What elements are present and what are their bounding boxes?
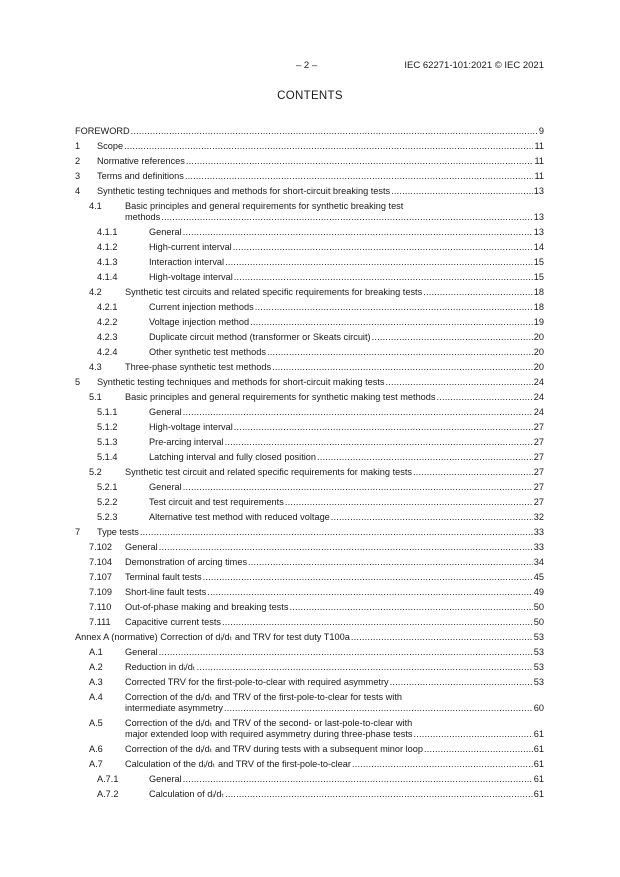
- page-header: [0, 60, 620, 74]
- document-reference: IEC 62271-101:2021 © IEC 2021: [404, 60, 544, 71]
- toc-entry-title: High-voltage interval: [149, 272, 233, 282]
- toc-entry[interactable]: [0, 645, 620, 660]
- toc-entry[interactable]: [0, 510, 620, 525]
- toc-entry[interactable]: [0, 360, 620, 375]
- toc-entry[interactable]: [0, 465, 620, 480]
- toc-entry-title: High-current interval: [149, 242, 232, 252]
- toc-entry-page: 34: [533, 557, 544, 567]
- dot-leader: [372, 332, 533, 343]
- toc-entry-title: General: [149, 407, 182, 417]
- dot-leader: [386, 377, 533, 388]
- toc-entry[interactable]: [0, 480, 620, 495]
- toc-entry-title: Synthetic testing techniques and methods for short-circuit making tests: [97, 377, 385, 387]
- toc-entry-number: A.5: [89, 718, 103, 728]
- toc-entry-number: A.1: [89, 647, 103, 657]
- toc-entry-line: [149, 482, 544, 493]
- toc-entry[interactable]: [0, 330, 620, 345]
- toc-entry-title: Corrected TRV for the first-pole-to-clear with required asymmetry: [125, 677, 389, 687]
- toc-entry-line: [125, 617, 544, 628]
- toc-entry-number: 5.1.4: [97, 452, 118, 462]
- dot-leader: [207, 587, 533, 598]
- toc-entry[interactable]: [0, 716, 620, 742]
- toc-entry-page: 61: [533, 759, 544, 769]
- toc-entry-line: [125, 572, 544, 583]
- toc-entry-page: 15: [533, 257, 544, 267]
- toc-entry-line: [125, 392, 544, 403]
- toc-entry-title: Out-of-phase making and breaking tests: [125, 602, 289, 612]
- toc-entry-page: 27: [533, 422, 544, 432]
- toc-entry-page: 24: [533, 407, 544, 417]
- toc-entry[interactable]: [0, 555, 620, 570]
- toc-entry-line: [125, 647, 544, 658]
- toc-entry-number: 3: [75, 171, 81, 181]
- toc-entry-title-line1: Correction of the dᵢ/dₜ and TRV of the first-pole-to-clear for tests with: [125, 692, 403, 702]
- toc-entry-number: 4.2.1: [97, 302, 118, 312]
- dot-leader: [234, 272, 533, 283]
- dot-leader: [233, 242, 533, 253]
- toc-entry-line: [149, 512, 544, 523]
- toc-entry-title: Correction of the dᵢ/dₜ and TRV during tests with a subsequent minor loop: [125, 744, 423, 754]
- toc-entry-number: A.7: [89, 759, 103, 769]
- toc-entry-number: 7.107: [89, 572, 112, 582]
- toc-entry-page: 33: [533, 542, 544, 552]
- toc-entry-number: 7.104: [89, 557, 112, 567]
- dot-leader: [331, 512, 533, 523]
- toc-entry-title: Terminal fault tests: [125, 572, 202, 582]
- toc-entry[interactable]: [0, 184, 620, 199]
- toc-entry-title: Calculation of the dᵢ/dₜ and TRV of the first-pole-to-clear: [125, 759, 351, 769]
- toc-entry-title: methods: [125, 212, 161, 222]
- toc-entry-page: 11: [534, 141, 544, 151]
- toc-entry-page: 27: [533, 452, 544, 462]
- dot-leader: [352, 759, 533, 770]
- toc-entry-line: [149, 789, 544, 800]
- dot-leader: [161, 212, 533, 223]
- toc-entry[interactable]: [0, 600, 620, 615]
- toc-entry-title: Synthetic test circuits and related specific requirements for breaking tests: [125, 287, 423, 297]
- toc-entry-number: 7.111: [89, 617, 111, 627]
- toc-entry-line: [149, 774, 544, 785]
- dot-leader: [437, 392, 533, 403]
- toc-entry-title: Annex A (normative) Correction of dᵢ/dₜ and TRV for test duty T100a: [75, 632, 350, 642]
- toc-entry-line: [149, 452, 544, 463]
- toc-entry-line: [125, 587, 544, 598]
- toc-entry-number: 4.2: [89, 287, 102, 297]
- toc-entry[interactable]: [0, 495, 620, 510]
- toc-entry[interactable]: [0, 199, 620, 225]
- toc-entry[interactable]: [0, 405, 620, 420]
- toc-entry-number: 4.1.2: [97, 242, 118, 252]
- toc-entry-number: 7.110: [89, 602, 112, 612]
- toc-entry-number: 5.1.3: [97, 437, 118, 447]
- toc-entry[interactable]: [0, 300, 620, 315]
- dot-leader: [183, 227, 533, 238]
- toc-entry-line: [125, 662, 544, 673]
- dot-leader: [423, 287, 533, 298]
- dot-leader: [203, 572, 533, 583]
- toc-entry-number: 4.1.1: [97, 227, 118, 237]
- dot-leader: [183, 407, 533, 418]
- toc-entry-title: Scope: [97, 141, 124, 151]
- toc-entry-number: 4.2.3: [97, 332, 118, 342]
- toc-entry-line: [149, 302, 544, 313]
- toc-entry-number: 5: [75, 377, 81, 387]
- toc-entry[interactable]: [0, 345, 620, 360]
- dot-leader: [225, 789, 533, 800]
- dot-leader: [351, 632, 533, 643]
- toc-entry-number: 7.102: [89, 542, 112, 552]
- toc-entry[interactable]: [0, 585, 620, 600]
- toc-entry-line: [125, 362, 544, 373]
- toc-entry[interactable]: [0, 757, 620, 772]
- toc-entry-number: 4.2.4: [97, 347, 118, 357]
- toc-entry-page: 9: [538, 126, 544, 136]
- toc-entry[interactable]: [0, 525, 620, 540]
- toc-entry-line: [125, 759, 544, 770]
- toc-entry-number: A.6: [89, 744, 103, 754]
- dot-leader: [289, 602, 532, 613]
- toc-entry-line: [149, 257, 544, 268]
- toc-entry[interactable]: [0, 270, 620, 285]
- toc-entry-line: [75, 126, 544, 137]
- dot-leader: [248, 557, 533, 568]
- dot-leader: [267, 347, 533, 358]
- toc-entry-title: Other synthetic test methods: [149, 347, 266, 357]
- toc-entry-line: [97, 186, 544, 197]
- toc-entry-page: 45: [533, 572, 544, 582]
- toc-entry-number: 5.1.1: [97, 407, 118, 417]
- toc-entry-line: [125, 287, 544, 298]
- toc-entry-page: 11: [534, 171, 544, 181]
- toc-entry-title: Basic principles and general requirements for synthetic making test methods: [125, 392, 436, 402]
- toc-entry[interactable]: [0, 742, 620, 757]
- dot-leader: [255, 302, 533, 313]
- dot-leader: [159, 542, 533, 553]
- toc-entry-page: 14: [533, 242, 544, 252]
- toc-entry-number: 4.1: [89, 201, 102, 211]
- toc-entry[interactable]: [0, 285, 620, 300]
- toc-entry-line: [125, 729, 544, 740]
- toc-entry-page: 20: [533, 332, 544, 342]
- toc-entry[interactable]: [0, 660, 620, 675]
- toc-entry-title: FOREWORD: [75, 126, 130, 136]
- toc-entry[interactable]: [0, 570, 620, 585]
- toc-entry-page: 27: [533, 482, 544, 492]
- toc-entry-title: Three-phase synthetic test methods: [125, 362, 272, 372]
- toc-entry-number: A.3: [89, 677, 103, 687]
- toc-entry-number: 4.1.4: [97, 272, 118, 282]
- toc-entry-line: [125, 557, 544, 568]
- toc-entry-title: Voltage injection method: [149, 317, 250, 327]
- toc-entry-page: 18: [533, 287, 544, 297]
- toc-entry[interactable]: [0, 787, 620, 802]
- toc-entry-title: General: [125, 647, 158, 657]
- toc-entry-title: Current injection methods: [149, 302, 254, 312]
- dot-leader: [272, 362, 533, 373]
- toc-entry-title: Test circuit and test requirements: [149, 497, 284, 507]
- toc-entry-page: 18: [533, 302, 544, 312]
- toc-entry-line: [125, 212, 544, 223]
- toc-entry-line: [97, 527, 544, 538]
- toc-entry-page: 13: [533, 186, 544, 196]
- toc-entry-number: A.7.2: [97, 789, 119, 799]
- toc-entry-page: 50: [533, 602, 544, 612]
- toc-entry-page: 50: [533, 617, 544, 627]
- toc-entry-line: [97, 141, 544, 152]
- toc-entry-number: 2: [75, 156, 81, 166]
- dot-leader: [424, 744, 533, 755]
- toc-entry-page: 53: [533, 647, 544, 657]
- toc-entry[interactable]: [0, 615, 620, 630]
- toc-entry[interactable]: [0, 435, 620, 450]
- page-title: CONTENTS: [277, 90, 343, 102]
- dot-leader: [159, 647, 533, 658]
- toc-entry-line: [97, 377, 544, 388]
- toc-entry[interactable]: [0, 540, 620, 555]
- toc-entry-line: [149, 437, 544, 448]
- toc-entry-line: [149, 422, 544, 433]
- toc-entry-line: [149, 242, 544, 253]
- toc-entry[interactable]: [0, 169, 620, 184]
- toc-entry-number: 1: [75, 141, 81, 151]
- toc-entry-number: A.7.1: [97, 774, 119, 784]
- toc-entry-line: [149, 332, 544, 343]
- toc-entry[interactable]: [0, 630, 620, 645]
- dot-leader: [234, 422, 533, 433]
- toc-entry-title: Interaction interval: [149, 257, 225, 267]
- dot-leader: [140, 527, 533, 538]
- dot-leader: [391, 186, 533, 197]
- toc-entry-page: 61: [533, 774, 544, 784]
- toc-entry-line: [149, 497, 544, 508]
- toc-entry-page: 24: [533, 392, 544, 402]
- toc-entry-number: 5.1: [89, 392, 102, 402]
- toc-entry-number: 5.2.2: [97, 497, 118, 507]
- dot-leader: [285, 497, 533, 508]
- toc-entry-line: [149, 407, 544, 418]
- toc-entry-line: [125, 677, 544, 688]
- toc-entry-title: Pre-arcing interval: [149, 437, 224, 447]
- toc-entry-title: General: [149, 227, 182, 237]
- dot-leader: [225, 257, 533, 268]
- toc-entry-number: 4.3: [89, 362, 102, 372]
- toc-entry[interactable]: [0, 772, 620, 787]
- toc-entry-page: 11: [534, 156, 544, 166]
- toc-entry-title: Type tests: [97, 527, 139, 537]
- toc-entry-title: Reduction in dᵢ/dₜ: [125, 662, 196, 672]
- toc-entry-number: 7.109: [89, 587, 112, 597]
- toc-entry-page: 32: [533, 512, 544, 522]
- toc-entry-title: Demonstration of arcing times: [125, 557, 248, 567]
- toc-entry-page: 24: [533, 377, 544, 387]
- dot-leader: [222, 617, 533, 628]
- toc-entry-title: Terms and definitions: [97, 171, 184, 181]
- toc-entry-page: 27: [533, 437, 544, 447]
- toc-entry-page: 27: [533, 467, 544, 477]
- toc-entry[interactable]: [0, 315, 620, 330]
- toc-entry-number: 4.1.3: [97, 257, 118, 267]
- toc-entry-title: Capacitive current tests: [125, 617, 221, 627]
- toc-entry-number: 5.2.3: [97, 512, 118, 522]
- toc-entry[interactable]: [0, 420, 620, 435]
- dot-leader: [197, 662, 533, 673]
- toc-entry-line: [149, 317, 544, 328]
- toc-entry[interactable]: [0, 225, 620, 240]
- toc-entry-page: 27: [533, 497, 544, 507]
- toc-entry-number: A.2: [89, 662, 103, 672]
- toc-entry-page: 61: [533, 729, 544, 739]
- table-of-contents: [0, 124, 620, 802]
- toc-entry[interactable]: [0, 690, 620, 716]
- toc-entry-page: 13: [533, 227, 544, 237]
- toc-entry[interactable]: [0, 255, 620, 270]
- toc-entry[interactable]: [0, 450, 620, 465]
- dot-leader: [414, 729, 533, 740]
- toc-entry-page: 49: [533, 587, 544, 597]
- toc-entry-title: Latching interval and fully closed position: [149, 452, 317, 462]
- toc-entry-title: Duplicate circuit method (transformer or Skeats circuit): [149, 332, 371, 342]
- toc-entry[interactable]: [0, 154, 620, 169]
- dot-leader: [317, 452, 533, 463]
- toc-entry-title: Synthetic test circuit and related specific requirements for making tests: [125, 467, 412, 477]
- toc-entry-page: 53: [533, 632, 544, 642]
- toc-entry-page: 61: [533, 744, 544, 754]
- toc-entry-title: Alternative test method with reduced voltage: [149, 512, 330, 522]
- toc-entry-title: High-voltage interval: [149, 422, 233, 432]
- toc-entry-title-line1: Correction of the dᵢ/dₜ and TRV of the second- or last-pole-to-clear with: [125, 718, 413, 728]
- toc-entry-title: Synthetic testing techniques and methods for short-circuit breaking tests: [97, 186, 391, 196]
- toc-entry-title: General: [149, 482, 182, 492]
- dot-leader: [224, 703, 533, 714]
- dot-leader: [250, 317, 533, 328]
- toc-entry-page: 33: [533, 527, 544, 537]
- dot-leader: [390, 677, 533, 688]
- toc-entry-page: 13: [533, 212, 544, 222]
- toc-entry-number: A.4: [89, 692, 103, 702]
- dot-leader: [131, 126, 538, 137]
- toc-entry-number: 5.2.1: [97, 482, 118, 492]
- toc-entry-page: 20: [533, 362, 544, 372]
- toc-entry-line: [149, 347, 544, 358]
- dot-leader: [413, 467, 533, 478]
- toc-entry-page: 19: [533, 317, 544, 327]
- toc-entry-page: 53: [533, 662, 544, 672]
- toc-entry-title: General: [149, 774, 182, 784]
- toc-entry-number: 5.2: [89, 467, 102, 477]
- toc-entry-page: 20: [533, 347, 544, 357]
- dot-leader: [183, 774, 533, 785]
- toc-entry-line: [125, 602, 544, 613]
- toc-entry-page: 15: [533, 272, 544, 282]
- toc-entry-title: Short-line fault tests: [125, 587, 207, 597]
- toc-entry-title: intermediate asymmetry: [125, 703, 224, 713]
- toc-entry-title: major extended loop with required asymmetry during three-phase tests: [125, 729, 413, 739]
- dot-leader: [225, 437, 533, 448]
- toc-entry[interactable]: [0, 375, 620, 390]
- toc-entry-number: 5.1.2: [97, 422, 118, 432]
- toc-entry-page: 53: [533, 677, 544, 687]
- dot-leader: [185, 171, 534, 182]
- toc-entry-line: [149, 227, 544, 238]
- toc-entry-line: [97, 171, 544, 182]
- dot-leader: [124, 141, 533, 152]
- toc-entry[interactable]: [0, 124, 620, 139]
- toc-entry[interactable]: [0, 390, 620, 405]
- toc-entry[interactable]: [0, 240, 620, 255]
- toc-entry[interactable]: [0, 675, 620, 690]
- toc-entry-page: 60: [533, 703, 544, 713]
- dot-leader: [183, 482, 533, 493]
- toc-entry-line: [125, 703, 544, 714]
- toc-entry-title: Calculation of dᵢ/dₜ: [149, 789, 225, 799]
- toc-entry-number: 7: [75, 527, 81, 537]
- toc-entry-line: [149, 272, 544, 283]
- toc-entry-title: General: [125, 542, 158, 552]
- toc-entry-line: [125, 744, 544, 755]
- toc-entry-title-line1: Basic principles and general requirements for synthetic breaking test: [125, 201, 404, 211]
- toc-entry-page: 61: [533, 789, 544, 799]
- toc-entry-line: [125, 542, 544, 553]
- dot-leader: [186, 156, 534, 167]
- toc-entry-line: [125, 467, 544, 478]
- toc-entry-number: 4.2.2: [97, 317, 118, 327]
- toc-entry-number: 4: [75, 186, 81, 196]
- toc-entry-line: [97, 156, 544, 167]
- page-number: – 2 –: [296, 60, 318, 71]
- toc-entry-line: [75, 632, 544, 643]
- toc-entry-title: Normative references: [97, 156, 185, 166]
- toc-entry[interactable]: [0, 139, 620, 154]
